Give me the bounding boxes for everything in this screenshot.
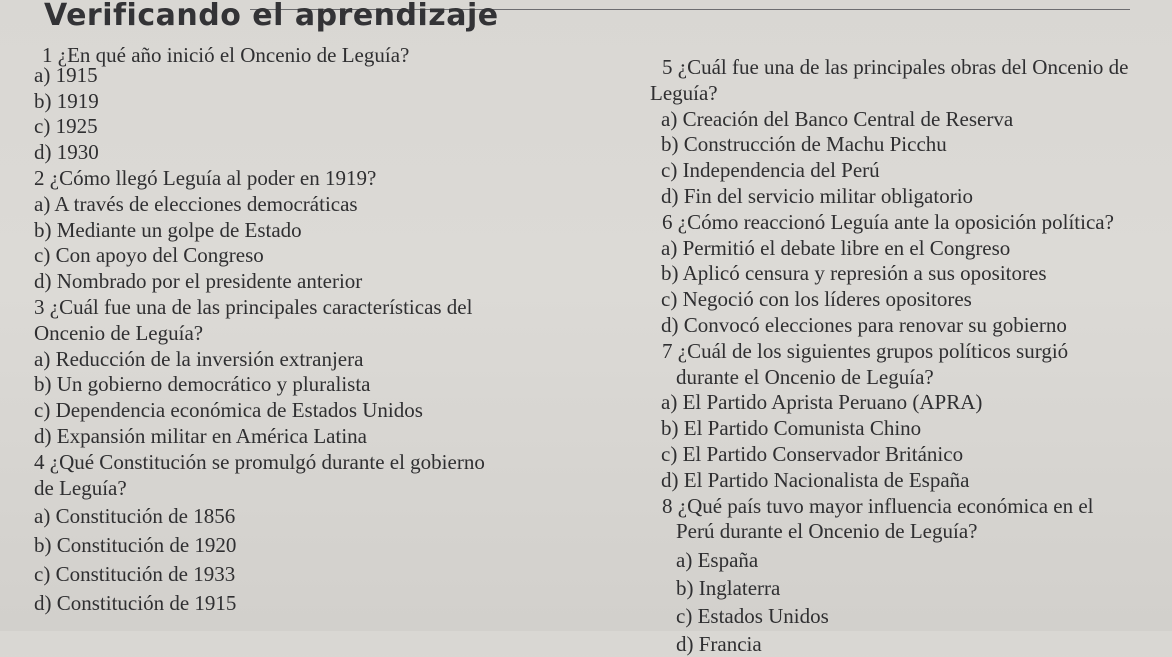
question-8-option-d: d) Francia [676, 631, 762, 656]
question-5-prompt-line-2: Leguía? [650, 80, 718, 105]
question-4-option-a: a) Constitución de 1856 [34, 504, 236, 529]
question-1-option-a: a) 1915 [34, 62, 98, 87]
question-3-option-c: c) Dependencia económica de Estados Unidos [34, 398, 423, 423]
page-title: Verificando el aprendizaje [44, 0, 499, 33]
question-5-prompt-line-1: 5 ¿Cuál fue una de las principales obras del Oncenio de [662, 55, 1129, 79]
question-5-option-c: c) Independencia del Perú [661, 158, 880, 183]
question-7 [650, 339, 1170, 494]
question-7-prompt-line-1: 7 ¿Cuál de los siguientes grupos políticos surgió [662, 338, 1069, 363]
question-4-prompt-line-2: de Leguía? [34, 475, 127, 500]
question-8-option-c: c) Estados Unidos [676, 603, 829, 628]
question-7-option-a: a) El Partido Aprista Peruano (APRA) [661, 390, 983, 415]
question-4-option-d: d) Constitución de 1915 [34, 590, 237, 615]
question-6-prompt: 6 ¿Cómo reaccionó Leguía ante la oposición política? [662, 209, 1114, 234]
question-7-prompt-line-2: durante el Oncenio de Leguía? [676, 364, 934, 389]
question-1-prompt: 1 ¿En qué año inició el Oncenio de Leguía? [42, 43, 410, 67]
question-5-option-d: d) Fin del servicio militar obligatorio [661, 183, 974, 208]
question-1-option-c: c) 1925 [34, 114, 98, 139]
question-8-option-b: b) Inglaterra [676, 575, 781, 600]
question-5-option-a: a) Creación del Banco Central de Reserva [661, 106, 1014, 131]
question-5-option-b: b) Construcción de Machu Picchu [661, 132, 947, 157]
question-4-option-b: b) Constitución de 1920 [34, 533, 237, 558]
question-1-option-d: d) 1930 [34, 140, 99, 165]
question-8-prompt-line-1: 8 ¿Qué país tuvo mayor influencia económica en el [662, 493, 1094, 518]
question-4 [34, 450, 614, 617]
question-6-option-b: b) Aplicó censura y represión a sus opositores [661, 261, 1047, 286]
question-3 [34, 295, 614, 450]
question-2-option-c: c) Con apoyo del Congreso [34, 243, 264, 268]
question-3-prompt-line-1: 3 ¿Cuál fue una de las principales características del [34, 294, 473, 319]
question-6 [650, 210, 1170, 339]
question-3-option-a: a) Reducción de la inversión extranjera [34, 346, 364, 371]
question-3-option-b: b) Un gobierno democrático y pluralista [34, 372, 371, 397]
question-2-option-a: a) A través de elecciones democráticas [34, 191, 358, 216]
question-5 [650, 55, 1170, 210]
question-1-option-b: b) 1919 [34, 88, 99, 113]
question-4-prompt-line-1: 4 ¿Qué Constitución se promulgó durante el gobierno [34, 449, 485, 474]
question-2-option-d: d) Nombrado por el presidente anterior [34, 269, 363, 294]
question-2 [34, 166, 614, 295]
question-4-option-c: c) Constitución de 1933 [34, 561, 236, 586]
question-6-option-d: d) Convocó elecciones para renovar su gobierno [661, 312, 1067, 337]
question-3-option-d: d) Expansión militar en América Latina [34, 423, 367, 448]
question-7-option-b: b) El Partido Comunista Chino [661, 416, 922, 441]
question-8-prompt-line-2: Perú durante el Oncenio de Leguía? [676, 519, 978, 544]
question-6-option-c: c) Negoció con los líderes opositores [661, 287, 972, 312]
left-column [34, 43, 614, 617]
question-2-option-b: b) Mediante un golpe de Estado [34, 217, 302, 242]
question-1 [34, 43, 614, 166]
question-2-prompt: 2 ¿Cómo llegó Leguía al poder en 1919? [34, 165, 377, 190]
question-3-prompt-line-2: Oncenio de Leguía? [34, 320, 204, 345]
question-8-option-a: a) España [676, 548, 759, 573]
question-7-option-d: d) El Partido Nacionalista de España [661, 467, 970, 492]
question-8 [650, 494, 1170, 657]
right-column [650, 55, 1170, 657]
question-7-option-c: c) El Partido Conservador Británico [661, 441, 964, 466]
question-6-option-a: a) Permitió el debate libre en el Congreso [661, 235, 1011, 260]
